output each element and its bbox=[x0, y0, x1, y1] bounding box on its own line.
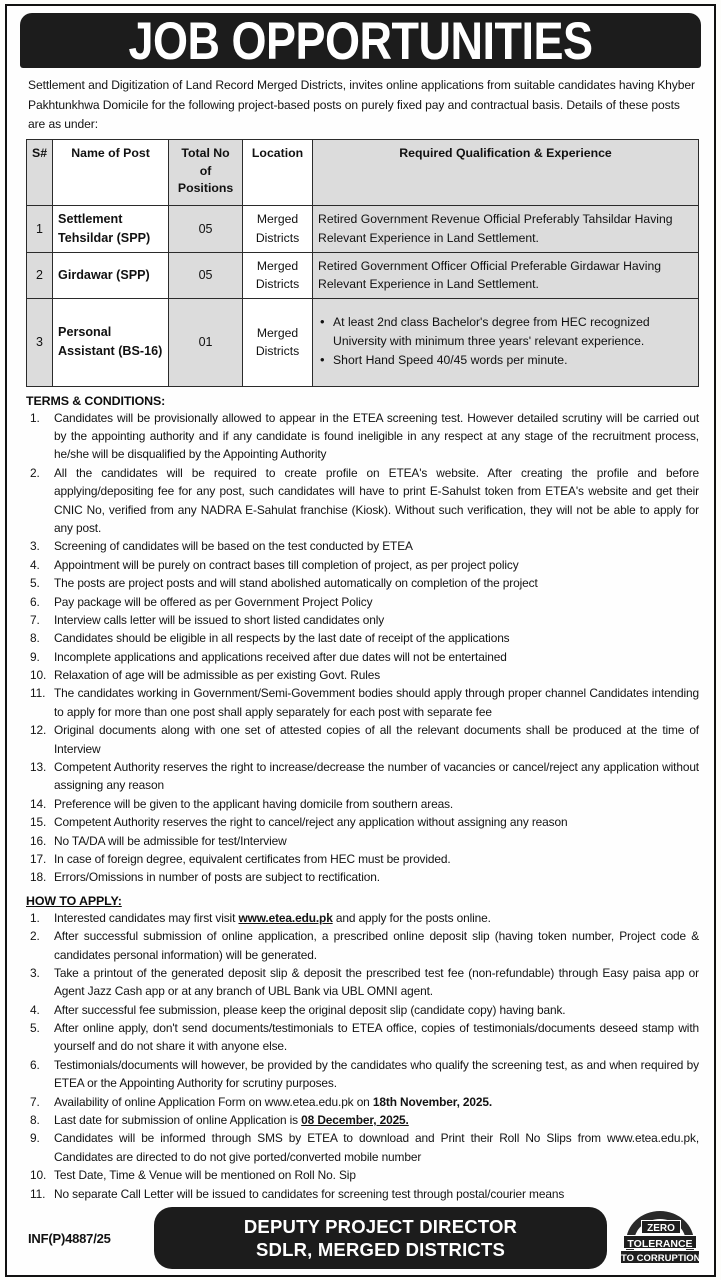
apply-item-text: Testimonials/documents will however, be provided by the candidates who qualify the screening test, as and when required by ETEA or the Appointing Authority for scrutiny purposes. bbox=[54, 1057, 699, 1091]
apply-item-number: 6. bbox=[30, 1057, 40, 1072]
cell-post-name: Girdawar (SPP) bbox=[53, 252, 169, 298]
apply-item bbox=[26, 1166, 699, 1184]
terms-item-number: 13. bbox=[30, 760, 47, 775]
terms-item-text: All the candidates will be required to create profile on ETEA's website. After creating the profile and before applying/depositing fee for any post, such candidates will have to print E-Sahulst token from ETEA's website and get their CNIC No, verified from any NADRA E-Sahulat franchise (Kiosk). Without such verification, they will not be able to apply for any post. bbox=[54, 465, 699, 535]
terms-item-text: The posts are project posts and will stand abolished automatically on completion of the project bbox=[54, 576, 538, 591]
terms-item-number: 5. bbox=[30, 576, 40, 591]
apply-item bbox=[26, 1185, 699, 1203]
how-to-apply-heading: HOW TO APPLY: bbox=[26, 893, 122, 908]
apply-item-text bbox=[54, 1093, 699, 1111]
terms-list bbox=[26, 409, 699, 887]
terms-item bbox=[26, 813, 699, 831]
cell-serial: 3 bbox=[27, 298, 53, 386]
apply-item bbox=[26, 1001, 699, 1019]
apply-item bbox=[26, 1056, 699, 1093]
apply-item-text: Take a printout of the generated deposit slip & deposit the prescribed test fee (non-refundable) through Easy paisa app or Agent Jazz Cash app or at any branch of UBL Bank via UBL OMNI agent. bbox=[54, 965, 699, 999]
etea-website-link[interactable]: www.etea.edu.pk bbox=[238, 910, 333, 925]
apply-item bbox=[26, 1111, 699, 1129]
cell-serial: 1 bbox=[27, 205, 53, 252]
terms-item-text: Candidates should be eligible in all respects by the last date of receipt of the applications bbox=[54, 631, 510, 646]
qualification-bullet: • At least 2nd class Bachelor's degree from HEC recognized University with minimum three years' relevant experience. bbox=[318, 313, 693, 350]
apply-item bbox=[26, 927, 699, 964]
apply-item-number: 7. bbox=[30, 1094, 40, 1109]
apply-item bbox=[26, 1093, 699, 1111]
terms-item-text: In case of foreign degree, equivalent certificates from HEC must be provided. bbox=[54, 851, 451, 866]
terms-item-number: 6. bbox=[30, 594, 40, 609]
terms-item-number: 10. bbox=[30, 668, 47, 683]
apply-item-number: 4. bbox=[30, 1002, 40, 1017]
cell-total: 01 bbox=[169, 298, 243, 386]
posts-table-wrapper bbox=[14, 139, 707, 387]
terms-item bbox=[26, 537, 699, 555]
logo-text-zero: ZERO bbox=[641, 1220, 681, 1234]
terms-item bbox=[26, 758, 699, 795]
terms-item bbox=[26, 648, 699, 666]
signatory-title: DEPUTY PROJECT DIRECTOR bbox=[243, 1215, 518, 1237]
terms-item-text: Incomplete applications and applications received after due dates will not be entertained bbox=[54, 649, 507, 664]
terms-item-text: Relaxation of age will be admissible as per existing Govt. Rules bbox=[54, 668, 381, 683]
terms-item-number: 16. bbox=[30, 833, 47, 848]
terms-item-text: Appointment will be purely on contract bases till completion of project, as per project policy bbox=[54, 557, 519, 572]
column-header-total: Total No of Positions bbox=[169, 139, 243, 205]
apply-item-text bbox=[54, 1111, 699, 1129]
terms-item bbox=[26, 556, 699, 574]
terms-item-number: 4. bbox=[30, 557, 40, 572]
terms-item bbox=[26, 574, 699, 592]
apply-item bbox=[26, 909, 699, 927]
terms-item-number: 11. bbox=[30, 686, 46, 701]
terms-item-number: 18. bbox=[30, 870, 47, 885]
cell-location: Merged Districts bbox=[243, 298, 313, 386]
terms-item-number: 9. bbox=[30, 649, 40, 664]
apply-item-text: Candidates will be informed through SMS by ETEA to download and Print their Roll No Slips from www.etea.edu.pk, Candidates are directed to do not give ported/converted mobile number bbox=[54, 1131, 699, 1164]
terms-item-number: 1. bbox=[30, 410, 40, 425]
apply-item-number: 3. bbox=[30, 965, 40, 980]
cell-qualification: Retired Government Revenue Official Preferably Tahsildar Having Relevant Experience in Land Settlement. bbox=[313, 205, 699, 252]
terms-item bbox=[26, 464, 699, 538]
intro-paragraph: Settlement and Digitization of Land Record Merged Districts, invites online applications from suitable candidates having Khyber Pakhtunkhwa Domicile for the following project-based posts on purely fixed pay and contractual basis. Details of these posts are as under: bbox=[28, 78, 695, 131]
advertisement-sheet bbox=[5, 4, 716, 1277]
header-banner bbox=[20, 10, 701, 71]
zero-tolerance-to-corruption-logo bbox=[617, 1207, 703, 1269]
table-row bbox=[27, 298, 699, 386]
posts-table bbox=[26, 139, 699, 387]
logo-text-tolerance: TOLERANCE bbox=[623, 1235, 697, 1249]
terms-item-number: 3. bbox=[30, 539, 40, 554]
apply-item-text: No separate Call Letter will be issued to candidates for screening test through postal/courier means bbox=[54, 1186, 565, 1201]
apply-item-pre: Availability of online Application Form on www.etea.edu.pk on bbox=[54, 1094, 373, 1109]
posts-table-head bbox=[27, 139, 699, 205]
last-date-value: 08 December, 2025. bbox=[301, 1113, 409, 1128]
page-title: JOB OPPORTUNITIES bbox=[128, 10, 593, 71]
terms-item bbox=[26, 593, 699, 611]
cell-location: Merged Districts bbox=[243, 252, 313, 298]
terms-item-text: No TA/DA will be admissible for test/Interview bbox=[54, 833, 287, 848]
terms-item-text: Original documents along with one set of attested copies of all the relevant documents shall be produced at the time of Interview bbox=[54, 723, 699, 756]
terms-item-text: Interview calls letter will be issued to short listed candidates only bbox=[54, 612, 385, 627]
apply-item-number: 9. bbox=[30, 1131, 40, 1146]
terms-item-text: Pay package will be offered as per Government Project Policy bbox=[54, 594, 373, 609]
column-header-post-name: Name of Post bbox=[53, 139, 169, 205]
cell-total: 05 bbox=[169, 252, 243, 298]
terms-item bbox=[26, 832, 699, 850]
apply-item-pre: Interested candidates may first visit bbox=[54, 910, 239, 925]
inf-code: INF(P)4887/25 bbox=[28, 1230, 111, 1246]
apply-item-number: 2. bbox=[30, 929, 40, 944]
terms-item-text: Preference will be given to the applicant having domicile from southern areas. bbox=[54, 796, 454, 811]
terms-item bbox=[26, 666, 699, 684]
terms-item bbox=[26, 795, 699, 813]
terms-item-text: Competent Authority reserves the right to cancel/reject any application without assigning any reason bbox=[54, 815, 568, 830]
terms-section bbox=[14, 387, 707, 887]
apply-item-number: 10. bbox=[30, 1168, 47, 1183]
terms-item-number: 15. bbox=[30, 815, 47, 830]
apply-item bbox=[26, 1129, 699, 1166]
column-header-location: Location bbox=[243, 139, 313, 205]
posts-table-body bbox=[27, 205, 699, 386]
apply-item-number: 11. bbox=[30, 1186, 46, 1201]
table-header-row bbox=[27, 139, 699, 205]
logo-text-to-corruption: TO CORRUPTION bbox=[620, 1250, 700, 1264]
terms-item-text: Candidates will be provisionally allowed to appear in the ETEA screening test. However detailed scrutiny will be carried out by the appointing authority and if any candidate is found ineligible in any respect at any stage of the recruitment process, he/she will be disqualified by the Appointing Authority bbox=[54, 410, 699, 462]
cell-qualification bbox=[313, 298, 699, 386]
cell-post-name: Settlement Tehsildar (SPP) bbox=[53, 205, 169, 252]
apply-item bbox=[26, 1019, 699, 1056]
terms-item bbox=[26, 629, 699, 647]
terms-item bbox=[26, 409, 699, 464]
apply-item-text: Test Date, Time & Venue will be mentioned on Roll No. Sip bbox=[54, 1168, 356, 1183]
apply-item-text bbox=[54, 909, 699, 927]
terms-item bbox=[26, 721, 699, 758]
terms-item bbox=[26, 850, 699, 868]
qualification-bullet-list bbox=[318, 313, 693, 370]
apply-item-text: After online apply, don't send documents/testimonials to ETEA office, copies of testimonials/documents deseed stamp with yourself and do not share it with anyone else. bbox=[54, 1021, 699, 1054]
terms-item bbox=[26, 868, 699, 886]
terms-item bbox=[26, 611, 699, 629]
qualification-bullet: • Short Hand Speed 40/45 words per minute. bbox=[318, 351, 693, 370]
terms-item bbox=[26, 684, 699, 721]
apply-item-pre: Last date for submission of online Application is bbox=[54, 1113, 302, 1128]
table-row bbox=[27, 205, 699, 252]
table-row bbox=[27, 252, 699, 298]
how-to-apply-section bbox=[14, 887, 707, 1203]
cell-serial: 2 bbox=[27, 252, 53, 298]
apply-item bbox=[26, 964, 699, 1001]
apply-item-text: After successful fee submission, please keep the original deposit slip (candidate copy) having bank. bbox=[54, 1002, 566, 1017]
cell-location: Merged Districts bbox=[243, 205, 313, 252]
apply-item-number: 1. bbox=[30, 910, 40, 925]
terms-item-text: The candidates working in Government/Semi-Govemment bodies should apply through proper channel Candidates intending to apply for more than one post shall apply separately for each post with separate fee bbox=[54, 686, 699, 719]
apply-item-number: 8. bbox=[30, 1113, 40, 1128]
apply-item-text: After successful submission of online application, a prescribed online deposit slip (having token number, Project code & candidates personal information) will be generated. bbox=[54, 929, 699, 962]
terms-item-number: 8. bbox=[30, 631, 40, 646]
cell-post-name: Personal Assistant (BS-16) bbox=[53, 298, 169, 386]
footer bbox=[14, 1203, 707, 1271]
terms-item-number: 7. bbox=[30, 612, 40, 627]
terms-item-number: 14. bbox=[30, 796, 47, 811]
form-availability-date: 18th November, 2025. bbox=[372, 1094, 493, 1109]
apply-item-number: 5. bbox=[30, 1021, 40, 1036]
terms-item-number: 17. bbox=[30, 851, 47, 866]
apply-item-post: and apply for the posts online. bbox=[332, 910, 491, 925]
signatory-department: SDLR, MERGED DISTRICTS bbox=[255, 1239, 506, 1260]
terms-item-number: 12. bbox=[30, 723, 47, 738]
column-header-serial: S# bbox=[27, 139, 53, 205]
cell-total: 05 bbox=[169, 205, 243, 252]
terms-item-text: Competent Authority reserves the right to increase/decrease the number of vacancies or cancel/reject any application without assigning any reason bbox=[54, 760, 699, 793]
terms-item-text: Errors/Omissions in number of posts are subject to rectification. bbox=[54, 870, 380, 885]
terms-item-text: Screening of candidates will be based on the test conducted by ETEA bbox=[54, 539, 413, 554]
column-header-qualification: Required Qualification & Experience bbox=[313, 139, 699, 205]
signatory-banner bbox=[154, 1207, 607, 1269]
how-to-apply-list bbox=[26, 909, 699, 1203]
terms-heading: TERMS & CONDITIONS: bbox=[26, 393, 166, 408]
cell-qualification: Retired Government Officer Official Preferable Girdawar Having Relevant Experience in Land Settlement. bbox=[313, 252, 699, 298]
terms-item-number: 2. bbox=[30, 465, 40, 480]
